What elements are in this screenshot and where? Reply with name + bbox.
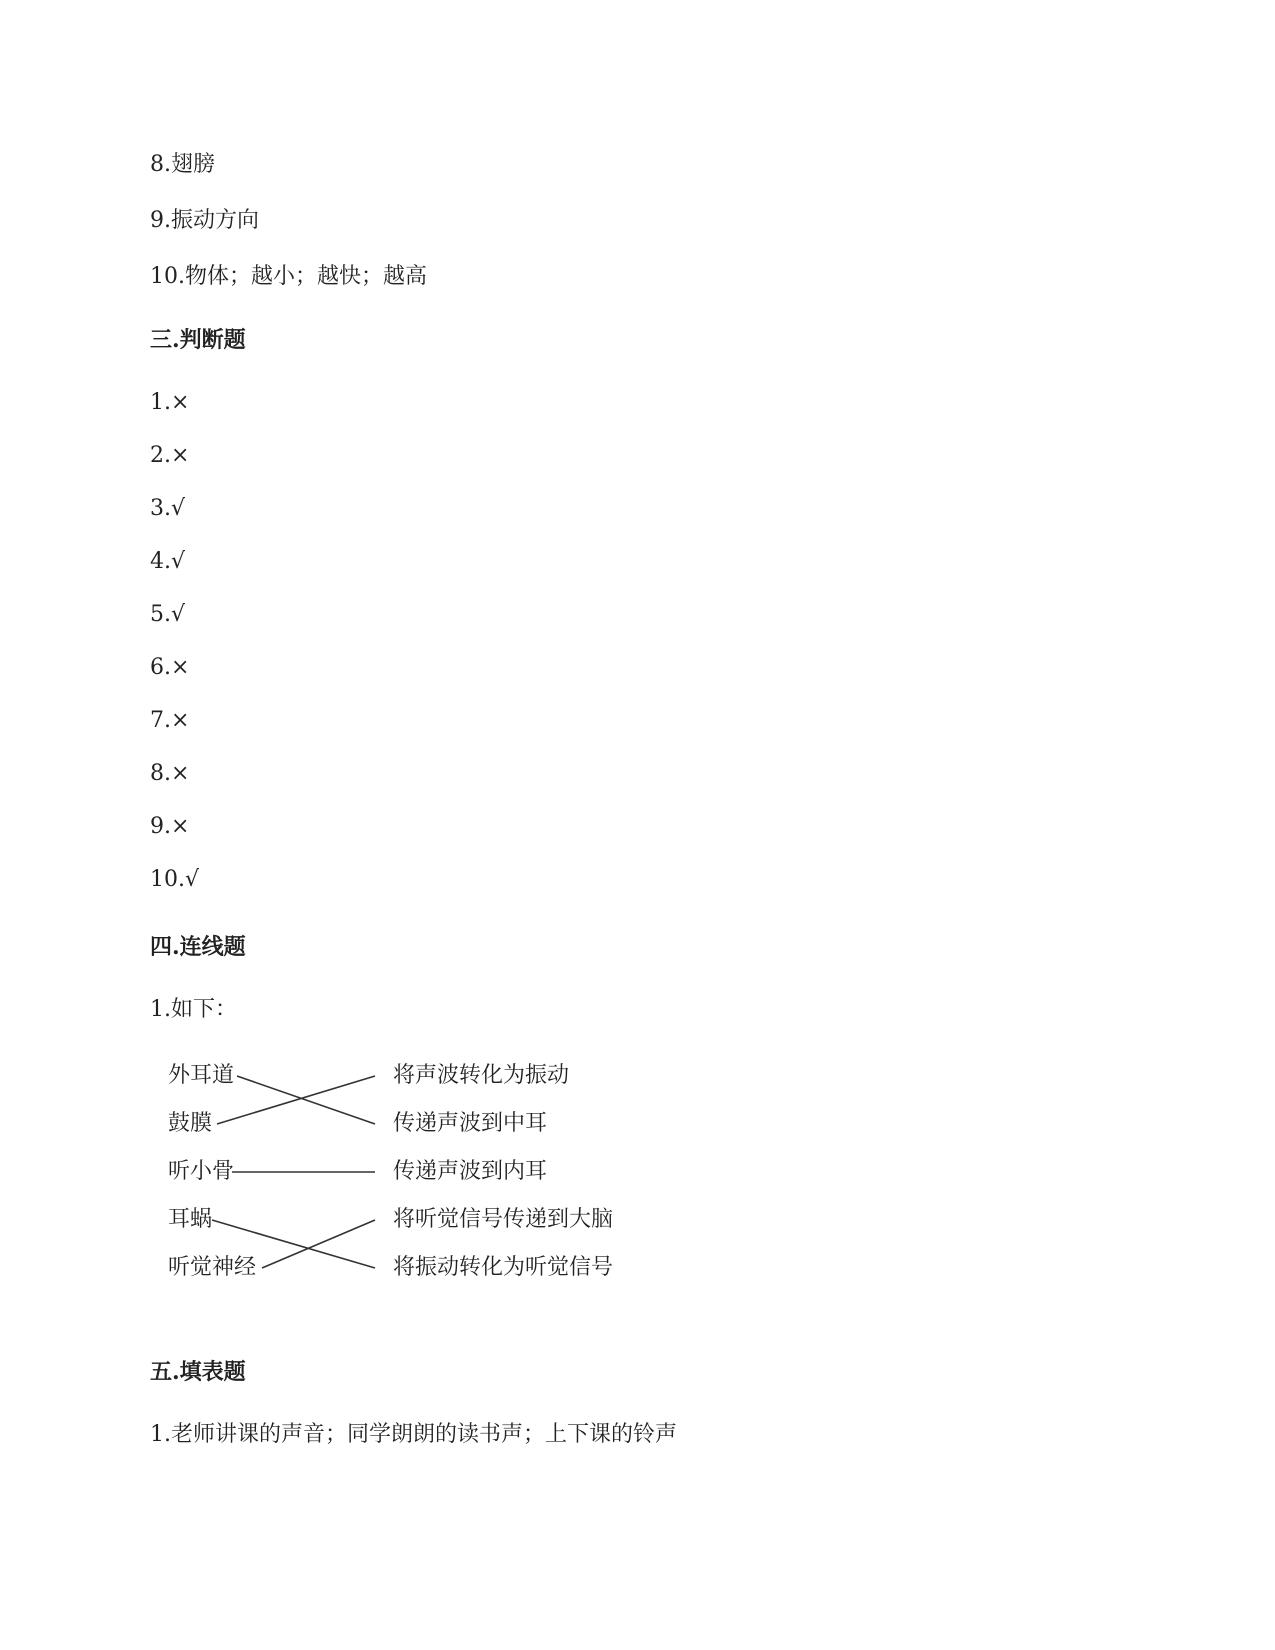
connection-line — [217, 1076, 375, 1124]
left-item-outer-ear-canal: 外耳道 — [168, 1063, 235, 1088]
matching-intro: 1.如下： — [150, 997, 237, 1022]
judgement-item: 7.× — [150, 708, 190, 733]
right-item: 传递声波到中耳 — [393, 1111, 548, 1136]
connection-line — [237, 1076, 375, 1124]
judgement-item: 3.√ — [150, 496, 186, 521]
judgement-item: 10.√ — [150, 867, 200, 892]
answer-fill-8: 8.翅膀 — [150, 152, 215, 177]
left-item-ossicles: 听小骨 — [168, 1159, 235, 1184]
judgement-item: 5.√ — [150, 602, 186, 627]
answer-fill-10: 10.物体；越小；越快；越高 — [150, 264, 427, 289]
left-item-cochlea: 耳蜗 — [168, 1207, 213, 1232]
right-item: 将听觉信号传递到大脑 — [393, 1207, 614, 1232]
matching-diagram — [150, 1055, 670, 1295]
judgement-item: 2.× — [150, 443, 190, 468]
section-heading-judgement: 三.判断题 — [150, 327, 246, 353]
judgement-item: 1.× — [150, 390, 190, 415]
right-item: 传递声波到内耳 — [393, 1159, 548, 1184]
section-heading-matching: 四.连线题 — [150, 934, 246, 960]
judgement-item: 9.× — [150, 814, 190, 839]
table-fill-answer: 1.老师讲课的声音；同学朗朗的读书声；上下课的铃声 — [150, 1422, 677, 1447]
answer-fill-9: 9.振动方向 — [150, 208, 259, 233]
section-heading-table-fill: 五.填表题 — [150, 1359, 246, 1385]
judgement-item: 8.× — [150, 761, 190, 786]
left-item-eardrum: 鼓膜 — [168, 1111, 213, 1136]
judgement-item: 4.√ — [150, 549, 186, 574]
judgement-item: 6.× — [150, 655, 190, 680]
connection-line — [262, 1220, 375, 1268]
left-item-auditory-nerve: 听觉神经 — [168, 1255, 257, 1280]
right-item: 将振动转化为听觉信号 — [393, 1255, 614, 1280]
right-item: 将声波转化为振动 — [393, 1063, 570, 1088]
